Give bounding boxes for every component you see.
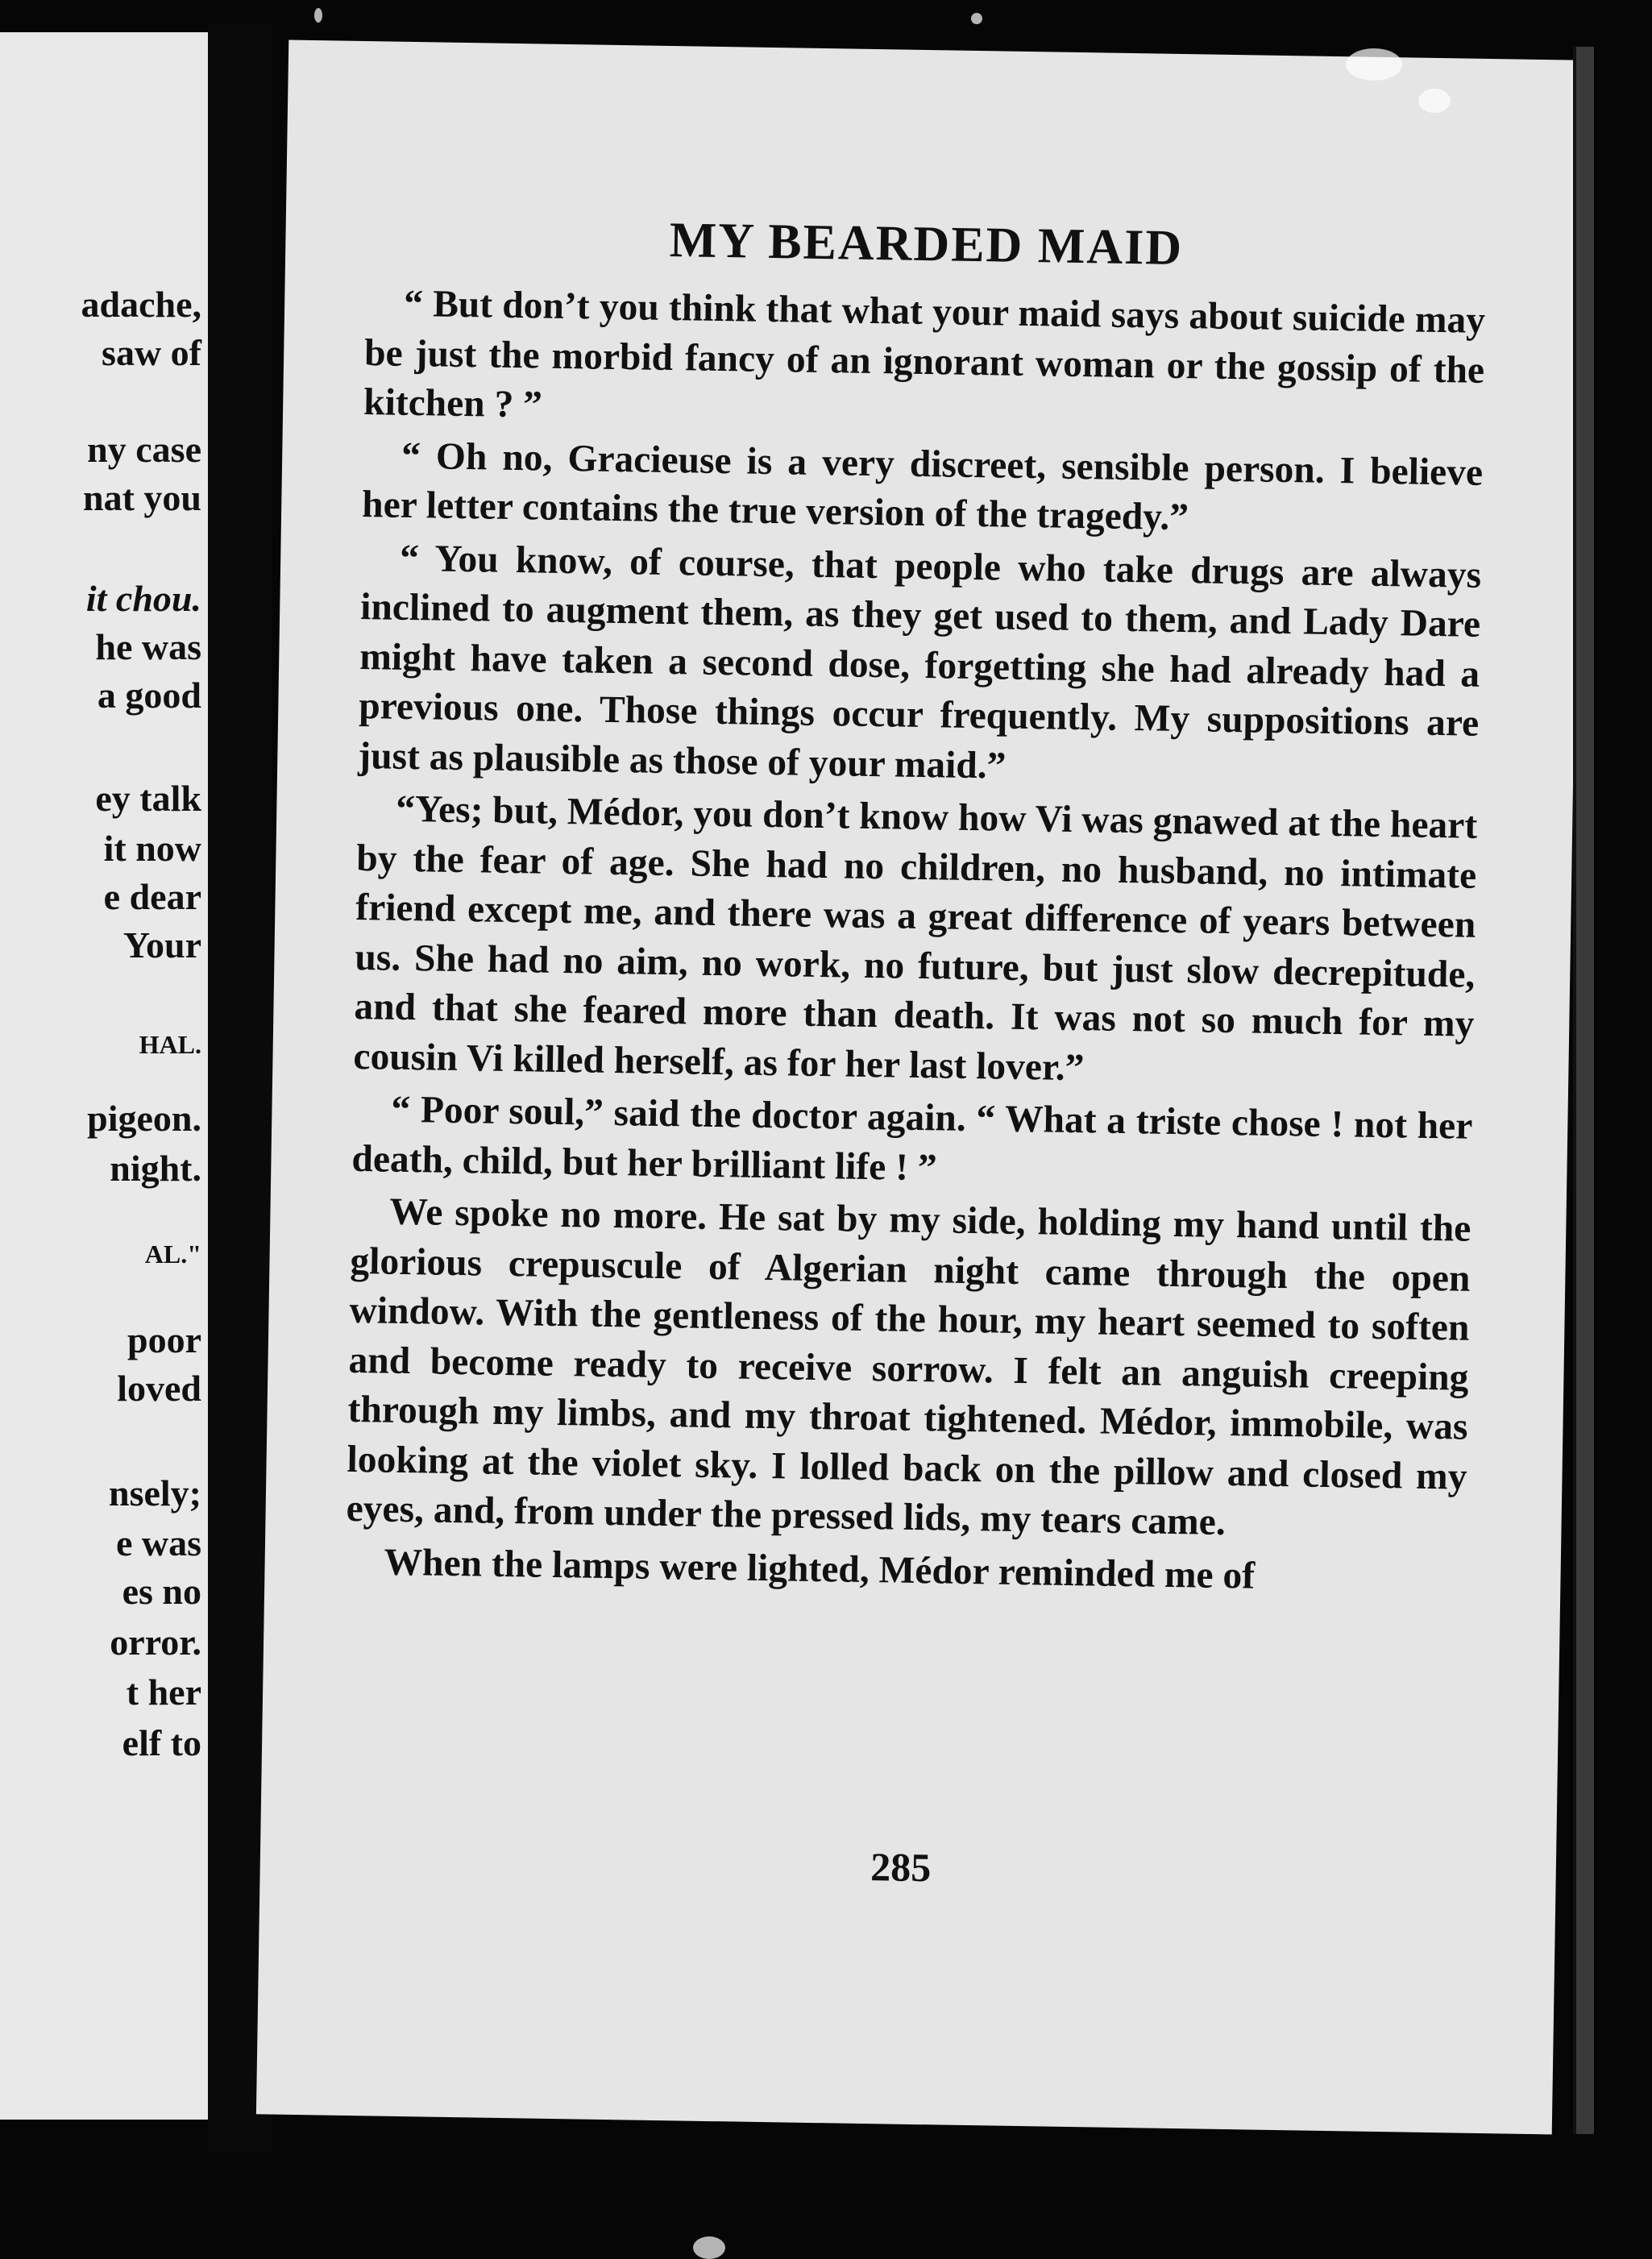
left-page-fragment: e was [115, 1522, 201, 1563]
running-head: MY BEARDED MAID [669, 212, 1184, 276]
paragraph: “ Poor soul,” said the doctor again. “ What a triste chose ! not her death, child, but her brilliant life ! ” [351, 1088, 1473, 1189]
left-page-fragment: loved [117, 1368, 201, 1409]
left-page-fragment: Your [122, 924, 201, 965]
left-page-fragment: nsely; [109, 1472, 201, 1514]
left-page-fragment: night. [110, 1148, 201, 1189]
left-page [0, 32, 208, 2120]
page-edge [1573, 47, 1594, 2134]
left-page-fragment: it now [103, 828, 201, 869]
paragraph: We spoke no more. He sat by my side, holding my hand until the glorious crepuscule of Algerian night came through the open window. With the gentleness of the hour, my heart seemed to soften and become ready to receive sorrow. I felt an anguish creeping through my limbs, and my throat tightened. Médor, immobile, was looking at the violet sky. I lolled back on the pillow and closed my eyes, and, from under the pressed lids, my tears came. [346, 1190, 1471, 1544]
left-page-fragment: elf to [122, 1722, 201, 1763]
paragraph: “ Oh no, Gracieuse is a very discreet, sensible person. I believe her letter contains the true version of the tragedy.” [361, 434, 1484, 539]
body-text [345, 279, 1485, 1608]
left-page-fragment: adache, [81, 284, 201, 325]
left-page-fragment: pigeon. [87, 1098, 201, 1139]
left-page-fragment: es no [122, 1571, 201, 1612]
left-page-fragment: saw of [102, 332, 201, 373]
left-page-fragment: ny case [87, 429, 201, 470]
left-page-fragment: AL." [144, 1240, 201, 1269]
scan-speck [1346, 48, 1402, 81]
left-page-fragment: t her [126, 1671, 201, 1713]
left-page-fragment: poor [127, 1319, 201, 1360]
scan-speck [1418, 89, 1451, 113]
scan-speck [314, 8, 322, 23]
scan-speck [693, 2236, 725, 2259]
paragraph: “ You know, of course, that people who take drugs are always inclined to augment them, as they get used to them, and Lady Dare might have taken a second dose, forgetting she had already had a previous one. Those things occur frequently. My suppositions are just as plausible as those of your maid.” [357, 537, 1482, 787]
left-page-fragment: orror. [110, 1622, 201, 1663]
page-number: 285 [870, 1844, 932, 1891]
paragraph: “Yes; but, Médor, you don’t know how Vi was gnawed at the heart by the fear of age. She had no children, no husband, no intimate friend except me, and there was a great difference of years between us. She had no aim, no work, no future, but just slow decrepitude, and that she feared more than death. It was not so much for my cousin Vi killed herself, as for her last lover.” [353, 787, 1478, 1089]
left-page-fragment: ey talk [95, 778, 201, 819]
paragraph: “ But don’t you think that what your maid says about suicide may be just the morbid fancy of an ignorant woman or the gossip of the kitchen ? ” [363, 282, 1486, 426]
paragraph: When the lamps were lighted, Médor reminded me of [384, 1541, 1256, 1597]
right-page [256, 40, 1584, 2135]
left-page-fragment: HAL. [139, 1030, 201, 1059]
left-page-fragment: e dear [103, 876, 201, 917]
left-page-fragment: a good [97, 675, 201, 716]
left-page-fragment: he was [95, 626, 201, 667]
scan-speck [971, 13, 982, 24]
left-page-fragment: it chou. [85, 578, 201, 619]
left-page-fragment: nat you [83, 477, 201, 518]
